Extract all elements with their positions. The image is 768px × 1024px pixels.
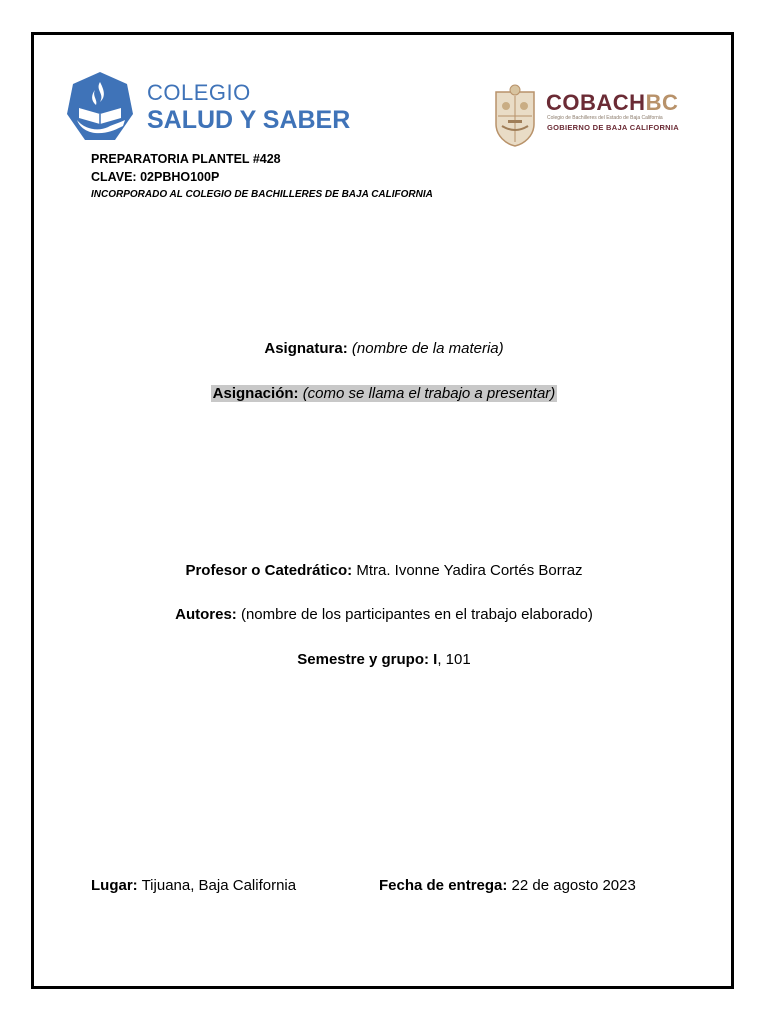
colegio-salud-y-saber-logo [65, 70, 355, 148]
asignatura-line [0, 340, 768, 357]
lugar-value: Tijuana, Baja California [141, 877, 297, 894]
lugar-line [91, 877, 296, 894]
semestre-label: Semestre y grupo: [297, 651, 429, 668]
profesor-line [0, 562, 768, 579]
fecha-value: 22 de agosto 2023 [511, 877, 636, 894]
fecha-label: Fecha de entrega: [379, 877, 508, 894]
gobierno-text: GOBIERNO DE BAJA CALIFORNIA [547, 123, 679, 132]
profesor-value: Mtra. Ivonne Yadira Cortés Borraz [356, 562, 583, 579]
open-book-hands-flame-icon [65, 70, 135, 144]
cobach-text: COBACH [546, 90, 646, 115]
autores-label: Autores: [175, 606, 237, 623]
semestre-value-bold: I [433, 651, 438, 668]
cobachbc-name [546, 90, 678, 116]
bc-text: BC [645, 90, 679, 115]
profesor-label: Profesor o Catedrático: [185, 562, 353, 579]
autores-value: (nombre de los participantes en el trabajo elaborado) [240, 606, 593, 623]
incorporado-line: INCORPORADO AL COLEGIO DE BACHILLERES DE BAJA CALIFORNIA [91, 189, 433, 200]
cobachbc-tagline: Colegio de Bachilleres del Estado de Baja California [547, 115, 663, 121]
asignacion-value: (como se llama el trabajo a presentar) [302, 385, 556, 402]
plantel-line: PREPARATORIA PLANTEL #428 [91, 152, 281, 166]
fecha-line [379, 877, 636, 894]
asignacion-label: Asignación: [212, 385, 299, 402]
semestre-value-rest: , 101 [437, 651, 471, 668]
asignacion-line [0, 385, 768, 402]
lugar-label: Lugar: [91, 877, 138, 894]
cobachbc-logo [490, 84, 705, 150]
state-seal-icon [490, 84, 540, 148]
asignatura-value: (nombre de la materia) [351, 340, 504, 357]
logo-line-salud-y-saber: SALUD Y SABER [147, 106, 351, 134]
asignatura-label: Asignatura: [264, 340, 348, 357]
logo-line-colegio: COLEGIO [147, 80, 251, 105]
clave-line: CLAVE: 02PBHO100P [91, 170, 220, 184]
semestre-line [0, 651, 768, 668]
autores-line [0, 606, 768, 623]
asignacion-highlight [211, 385, 558, 402]
